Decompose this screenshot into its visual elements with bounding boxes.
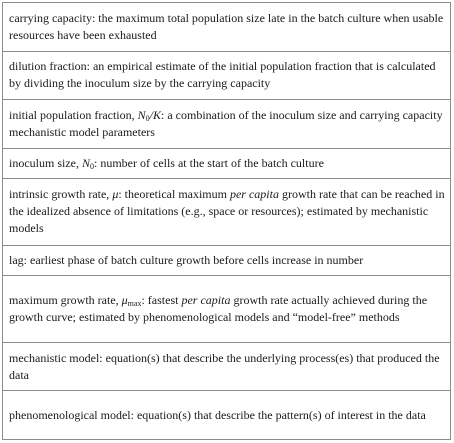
per-capita-emphasis: per capita	[229, 187, 279, 202]
table-row	[3, 3, 451, 52]
glossary-entry-intrinsic-growth-rate: intrinsic growth rate, μ: theoretical maximum per capita growth rate that can be reached in the idealized absence of limitations (e.g., space or resources); estimated by mechanistic models	[3, 178, 451, 245]
glossary-entry-carrying-capacity: carrying capacity: the maximum total population size late in the batch culture when usable resources have been exhausted	[3, 3, 451, 52]
glossary-entry-initial-population-fraction: initial population fraction, $N_0/K$: a combination of the inoculum size and carrying capacity mechanistic model parameters	[3, 100, 451, 149]
table-row	[3, 245, 451, 275]
glossary-entry-lag: lag: earliest phase of batch culture growth before cells increase in number	[3, 245, 451, 275]
table-row	[3, 51, 451, 100]
table-row	[3, 178, 451, 245]
glossary-entry-inoculum-size: inoculum size, $N_0$: number of cells at the start of the batch culture	[3, 148, 451, 178]
table-row	[3, 100, 451, 149]
glossary-entry-dilution-fraction: dilution fraction: an empirical estimate of the initial population fraction that is calculated by dividing the inoculum size by the carrying capacity	[3, 51, 451, 100]
per-capita-emphasis: per capita	[181, 292, 231, 307]
table-row	[3, 391, 451, 440]
table-row	[3, 342, 451, 391]
glossary-entry-phenomenological-model: phenomenological model: equation(s) that describe the pattern(s) of interest in the data	[3, 391, 451, 440]
symbol-mu-max: $\mu_{max}$	[121, 292, 142, 308]
symbol-n0-over-k: $N_0/K$	[137, 107, 161, 123]
symbol-mu: μ	[112, 187, 119, 202]
glossary-entry-mechanistic-model: mechanistic model: equation(s) that describe the underlying process(es) that produced the data	[3, 342, 451, 391]
table-row	[3, 275, 451, 342]
table-row	[3, 148, 451, 178]
glossary-table	[2, 2, 451, 440]
symbol-n0: $N_0$	[81, 155, 94, 171]
glossary-entry-maximum-growth-rate: maximum growth rate, $\mu_{max}$: fastest per capita growth rate actually achieved during the growth curve; estimated by phenomenological models and “model-free” methods	[3, 275, 451, 342]
